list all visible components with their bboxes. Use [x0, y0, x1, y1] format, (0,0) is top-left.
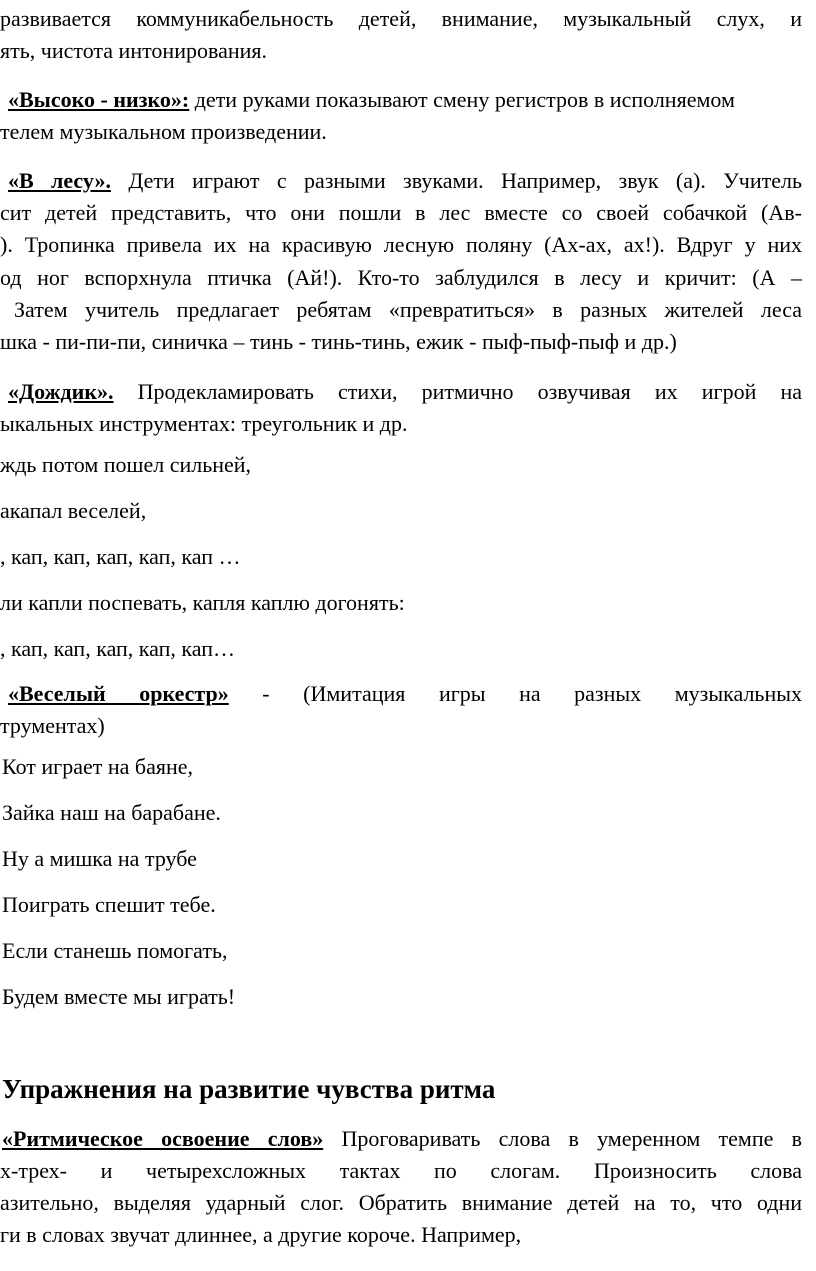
high-low-title: «Высоко - низко»:: [8, 87, 190, 112]
rain-poem-line: , кап, кап, кап, кап, кап …: [0, 544, 241, 569]
forest-line-5: Затем учитель предлагает ребятам «превратиться» в разных жителей леса: [14, 297, 802, 322]
orchestra-poem-line: Зайка наш на барабане.: [2, 800, 221, 825]
rhythmic-title: «Ритмическое освоение слов»: [2, 1126, 324, 1151]
forest-line-2: сит детей представить, что они пошли в лес вместе со своей собачкой (Ав-: [0, 200, 802, 225]
forest-line-3: ). Тропинка привела их на красивую лесную поляну (Ах-ах, ах!). Вдруг у них: [0, 232, 802, 257]
orchestra-line-2: трументах): [0, 713, 105, 738]
orchestra-line-1: [8, 681, 802, 707]
rain-line-2: ыкальных инструментах: треугольник и др.: [0, 411, 408, 436]
forest-text: Дети играют с разными звуками. Например, звук (а). Учитель: [110, 168, 802, 193]
orchestra-poem-line: Если станешь помогать,: [2, 938, 228, 963]
rhythmic-line-1: [2, 1126, 802, 1152]
orchestra-poem-line: Ну а мишка на трубе: [2, 846, 197, 871]
rain-line-1: [8, 379, 802, 405]
section-heading: Упражнения на развитие чувства ритма: [2, 1074, 496, 1104]
forest-title: «В лесу».: [8, 168, 111, 193]
forest-line-4: од ног вспорхнула птичка (Ай!). Кто-то заблудился в лесу и кричит: (А –: [0, 265, 802, 290]
rain-poem-line: ждь потом пошел сильней,: [0, 452, 252, 477]
intro-line-2: ять, чистота интонирования.: [0, 38, 267, 63]
forest-line-6: шка - пи-пи-пи, синичка – тинь - тинь-тинь, ежик - пыф-пыф-пыф и др.): [0, 329, 677, 354]
high-low-line-1: [8, 87, 802, 113]
rain-poem-line: акапал веселей,: [0, 498, 147, 523]
orchestra-poem-line: Будем вместе мы играть!: [2, 984, 236, 1009]
orchestra-title: «Веселый оркестр»: [8, 681, 229, 706]
rhythmic-line-2: х-трех- и четырехсложных тактах по слогам. Произносить слова: [0, 1158, 802, 1183]
rhythmic-line-4: ги в словах звучат длиннее, а другие короче. Например,: [0, 1222, 522, 1247]
rain-poem-line: , кап, кап, кап, кап, кап…: [0, 636, 236, 661]
rain-title: «Дождик».: [8, 379, 114, 404]
orchestra-text: - (Имитация игры на разных музыкальных: [228, 681, 803, 706]
rain-text: Продекламировать стихи, ритмично озвучивая их игрой на: [113, 379, 802, 404]
rhythmic-line-3: азительно, выделяя ударный слог. Обратить внимание детей на то, что одни: [0, 1190, 802, 1215]
rhythmic-text: Проговаривать слова в умеренном темпе в: [323, 1126, 802, 1151]
high-low-line-2: телем музыкальном произведении.: [0, 119, 327, 144]
rain-poem-line: ли капли поспевать, капля каплю догонять:: [0, 590, 405, 615]
high-low-text: дети руками показывают смену регистров в исполняемом: [189, 87, 735, 112]
intro-line-1: развивается коммуникабельность детей, внимание, музыкальный слух, и: [0, 6, 802, 31]
orchestra-poem-line: Поиграть спешит тебе.: [2, 892, 216, 917]
orchestra-poem-line: Кот играет на баяне,: [2, 754, 193, 779]
forest-line-1: [8, 168, 802, 194]
